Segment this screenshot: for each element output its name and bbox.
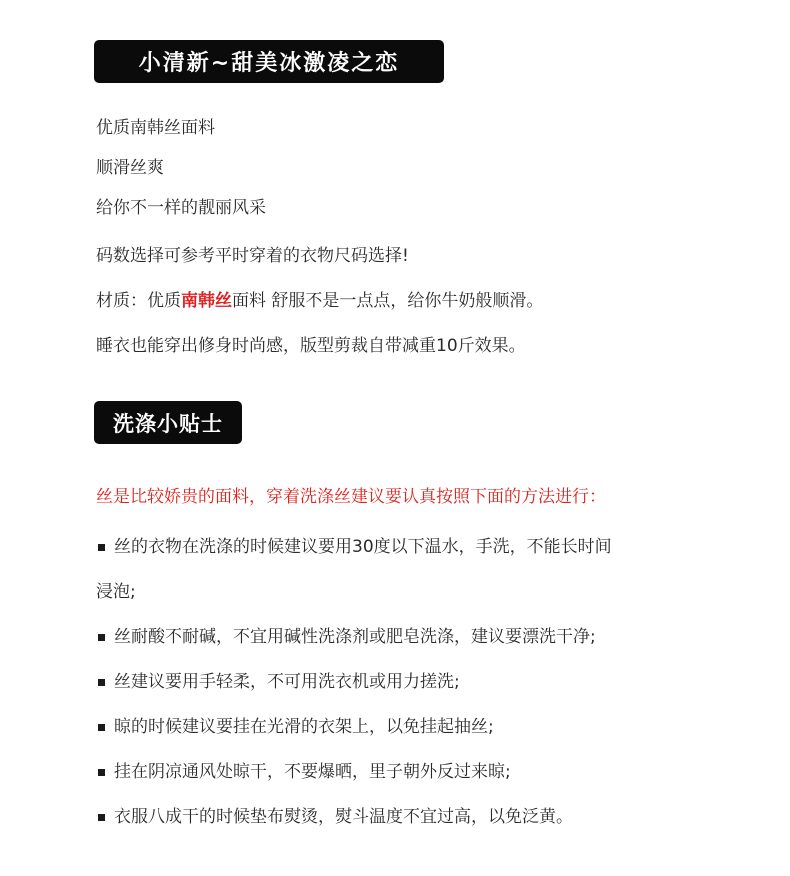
bullet-square-icon [98,544,105,551]
bullet-square-icon [98,634,105,641]
bullet-square-icon [98,679,105,686]
feature-line-fabric: 优质南韩丝面料 [96,118,215,138]
material-line [96,289,543,313]
tip-text: 晾的时候建议要挂在光滑的衣架上，以免挂起抽丝; [114,717,494,737]
feature-line-smooth: 顺滑丝爽 [96,158,164,178]
tip-item [98,805,573,829]
tip-item [98,715,494,739]
tip-item [98,760,511,784]
section-title: 小清新~甜美冰激凌之恋 [138,51,400,76]
tip-text: 挂在阴凉通风处晾干，不要爆晒，里子朝外反过来晾; [114,762,511,782]
washing-intro: 丝是比较娇贵的面料，穿着洗涤丝建议要认真按照下面的方法进行： [96,487,606,507]
bullet-square-icon [98,814,105,821]
tip-item [98,625,596,649]
tip-continuation: 浸泡; [96,582,136,602]
material-prefix: 材质：优质 [96,291,181,311]
bullet-square-icon [98,724,105,731]
tip-item [98,535,612,559]
washing-tips-title: 洗涤小贴士 [113,411,223,436]
washing-tips-banner [94,401,242,444]
material-highlight: 南韩丝 [181,291,232,311]
material-suffix: 面料 舒服不是一点点，给你牛奶般顺滑。 [232,291,544,311]
tip-text: 丝的衣物在洗涤的时候建议要用30度以下温水，手洗，不能长时间 [114,537,612,557]
tip-text: 丝建议要用手轻柔，不可用洗衣机或用力搓洗; [114,672,460,692]
size-advice-line: 码数选择可参考平时穿着的衣物尺码选择! [96,246,409,266]
tip-text: 衣服八成干的时候垫布熨烫，熨斗温度不宜过高，以免泛黄。 [114,807,573,827]
tip-text: 丝耐酸不耐碱，不宜用碱性洗涤剂或肥皂洗涤，建议要漂洗干净; [114,627,596,647]
section-title-banner [94,40,444,83]
tip-item [98,670,460,694]
fit-note-line: 睡衣也能穿出修身时尚感，版型剪裁自带减重10斤效果。 [96,336,526,356]
feature-line-style: 给你不一样的靓丽风采 [96,198,266,218]
bullet-square-icon [98,769,105,776]
